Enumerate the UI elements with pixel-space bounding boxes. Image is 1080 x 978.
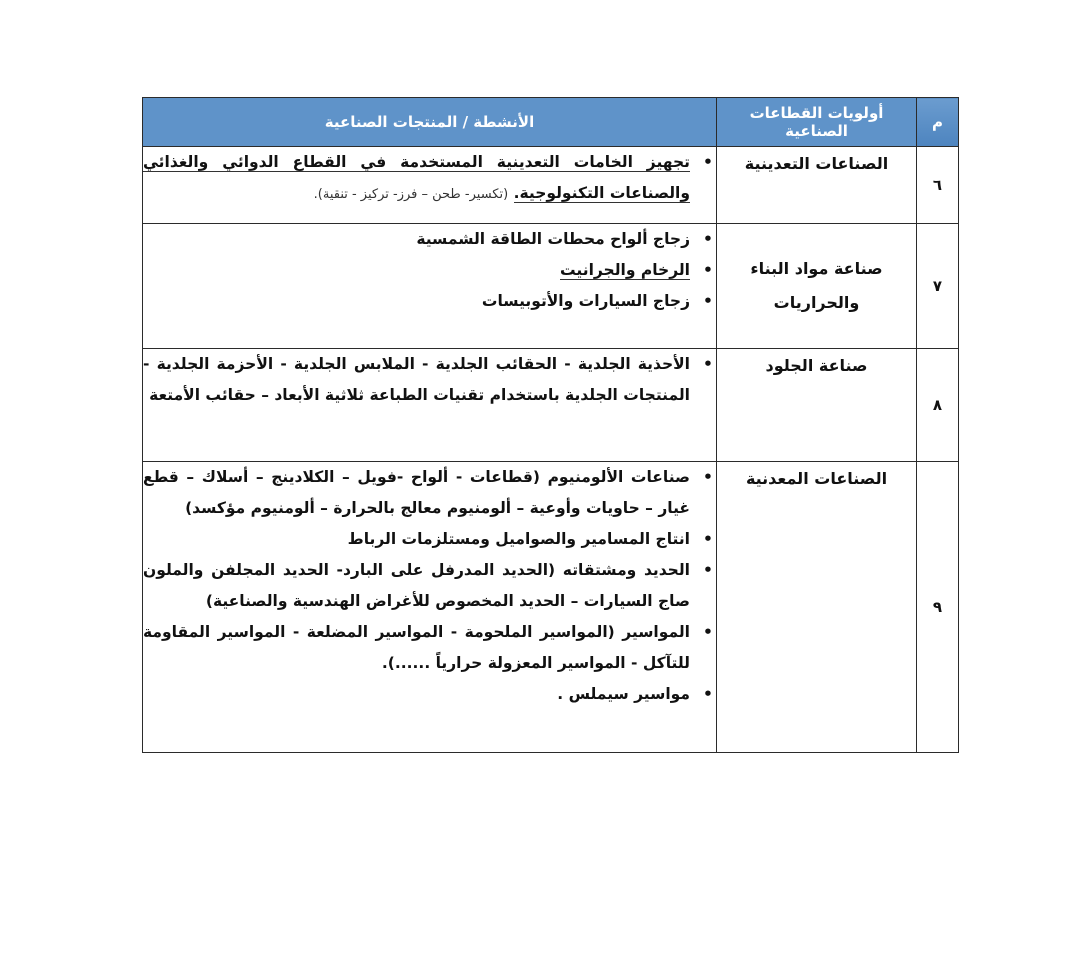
activity-note: (تكسير- طحن – فرز- تركيز - تنقية).	[313, 187, 509, 202]
table-row	[143, 147, 959, 224]
activity-text: الأحذية الجلدية - الحقائب الجلدية - الملابس الجلدية - الأحزمة الجلدية - المنتجات الجلدية باستخدام تقنيات الطباعة ثلاثية الأبعاد – حقائب الأمتعة	[143, 355, 690, 404]
activities-list	[143, 147, 716, 210]
activities-list	[143, 224, 716, 317]
list-item	[143, 349, 716, 411]
header-sector: أولويات القطاعات الصناعية	[717, 98, 917, 147]
table-row	[143, 349, 959, 462]
bullet-icon: •	[703, 261, 713, 279]
bullet-icon: •	[703, 230, 713, 248]
row-number: ٨	[917, 349, 959, 462]
row-sector: الصناعات المعدنية	[717, 462, 917, 753]
list-item	[143, 255, 716, 286]
row-number: ٦	[917, 147, 959, 224]
list-item	[143, 524, 716, 555]
table-row	[143, 462, 959, 753]
list-item	[143, 147, 716, 210]
priorities-table-container	[142, 97, 958, 753]
bullet-icon: •	[703, 530, 713, 548]
header-activities: الأنشطة / المنتجات الصناعية	[143, 98, 717, 147]
activity-text: المواسير (المواسير الملحومة - المواسير المضلعة - المواسير المقاومة للتآكل - المواسير المعزولة حرارياً ......).	[143, 623, 690, 672]
list-item	[143, 617, 716, 679]
row-sector: صناعة الجلود	[717, 349, 917, 462]
activity-text: الرخام والجرانيت	[560, 261, 690, 279]
list-item	[143, 224, 716, 255]
bullet-icon: •	[703, 623, 713, 641]
activity-text: زجاج ألواح محطات الطاقة الشمسية	[416, 230, 690, 248]
bullet-icon: •	[703, 561, 713, 579]
list-item	[143, 462, 716, 524]
activities-list	[143, 349, 716, 411]
table-header-row	[143, 98, 959, 147]
list-item	[143, 679, 716, 710]
bullet-icon: •	[703, 685, 713, 703]
list-item	[143, 286, 716, 317]
activities-list	[143, 462, 716, 710]
activity-text: صناعات الألومنيوم (قطاعات - ألواح -فويل – الكلادينج – أسلاك – قطع غيار – حاويات وأوعية – ألومنيوم معالج بالحرارة – ألومنيوم مؤكسد)	[143, 468, 690, 517]
row-sector: الصناعات التعدينية	[717, 147, 917, 224]
bullet-icon: •	[703, 468, 713, 486]
row-activities	[143, 462, 717, 753]
header-number: م	[917, 98, 959, 147]
list-item	[143, 555, 716, 617]
activity-text: مواسير سيملس .	[557, 685, 690, 703]
activity-text: تجهيز الخامات التعدينية المستخدمة في القطاع الدوائي والغذائي والصناعات التكنولوجية.	[143, 153, 690, 202]
bullet-icon: •	[703, 153, 713, 171]
activity-text: زجاج السيارات والأتوبيسات	[481, 292, 690, 310]
row-activities	[143, 147, 717, 224]
bullet-icon: •	[703, 292, 713, 310]
activity-text: انتاج المسامير والصواميل ومستلزمات الرباط	[347, 530, 690, 548]
row-activities	[143, 224, 717, 349]
row-number: ٧	[917, 224, 959, 349]
industrial-priorities-table	[142, 97, 959, 753]
row-number: ٩	[917, 462, 959, 753]
table-row	[143, 224, 959, 349]
row-activities	[143, 349, 717, 462]
row-sector: صناعة مواد البناء والحراريات	[717, 224, 917, 349]
activity-text: الحديد ومشتقاته (الحديد المدرفل على البارد- الحديد المجلفن والملون صاج السيارات – الحديد المخصوص للأغراض الهندسية والصناعية)	[143, 561, 690, 610]
bullet-icon: •	[703, 355, 713, 373]
